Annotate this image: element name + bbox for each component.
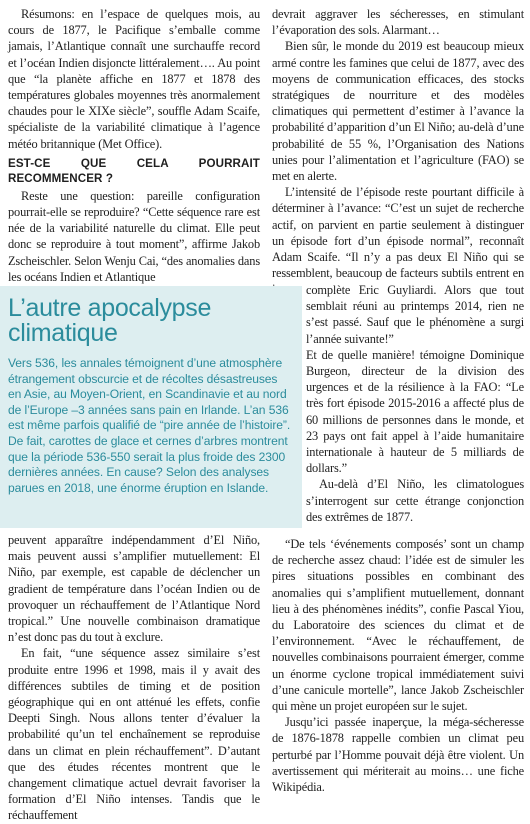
right-column-middle <box>306 282 524 525</box>
right-column-top <box>272 6 524 298</box>
article-paragraph: Et de quelle manière! témoigne Dominique Burgeon, directeur de la division des urgences et de la résilience à la FAO: “Le très fort épisode 2015-2016 a affecté plus de 60 millions de personnes dans le monde, et 23 pays ont fait appel à l’aide humanitaire internationale à hauteur de 5 milliards de dollars.” <box>306 347 524 476</box>
article-paragraph: complète Eric Guyliardi. Alors que tout semblait réuni au printemps 2014, rien ne s’est passé. Sauf que le phénomène a surgi l’année suivante!” <box>306 283 524 346</box>
article-paragraph: Jusqu’ici passée inaperçue, la méga-sécheresse de 1876-1878 rappelle combien un climat peu perturbé par l’Homme pouvait déjà être violent. Un avertissement qui mériterait au moins… une fiche Wikipédia. <box>272 715 524 795</box>
article-paragraph: peuvent apparaître indépendamment d’El Niño, mais peuvent aussi s’amplifier mutuellement: El Niño, par exemple, est capable de déclencher un gradient de température dans l’océan Indien ou de provoquer un réchauffement de l’Atlantique Nord tropical.” Une nouvelle combinaison dramatique n’est donc pas du tout à exclure. <box>8 533 260 645</box>
sidebar-text: Vers 536, les annales témoignent d’une atmosphère étrangement obscurcie et de récoltes désastreuses en Asie, au Moyen-Orient, en Scandinavie et au nord de l’Europe –3 années sans pain en Irlande. L’an 536 est même parfois qualifié de “pire année de l’histoire”. De fait, carottes de glace et cernes d’arbres montrent que la période 536-550 serait la plus froide des 2300 dernières années. En cause? Selon des analyses parues en 2018, une énorme éruption en Islande. <box>8 356 291 495</box>
article-paragraph: Résumons: en l’espace de quelques mois, au cours de 1877, le Pacifique s’emballe comme jamais, l’Atlantique connaît une surchauffe record et l’océan Indien disjoncte littéralement…. Au point que “la planète affiche en 1877 et 1878 des températures globales moyennes très anormalement chaudes pour le XIXe siècle”, souffle Adam Scaife, spécialiste de la variabilité climatique à l’agence météo britannique (Met Office). <box>8 7 260 151</box>
article-paragraph: Au-delà d’El Niño, les climatologues s’interrogent sur cette étrange conjonction des extrêmes de 1877. <box>306 477 524 524</box>
article-paragraph: “De tels ‘événements composés’ sont un champ de recherche assez chaud: l’idée est de simuler les pires situations possibles en combinant des anomalies qui s’amplifient mutuellement, donnant lieu à des phénomènes inédits”, confie Pascal Yiou, du Laboratoire des sciences du climat et de l’environnement. “Avec le réchauffement, de nouvelles combinaisons pourraient émerger, comme un énorme cyclone tropical immédiatement suivi d’une canicule mortelle”, lance Jakob Zscheischler qui mène un projet européen sur le sujet. <box>272 537 524 714</box>
article-paragraph: L’intensité de l’épisode reste pourtant difficile à déterminer à l’avance: “C’est un sujet de recherche actif, on parvient en partie seulement à distinguer un épisode fort d’un épisode normal”, reconnaît Adam Scaife. “Il n’y a pas deux El Niño qui se ressemblent, beaucoup de facteurs subtils entrent en <box>272 185 524 281</box>
article-paragraph: Reste une question: pareille configuration pourrait-elle se reproduire? “Cette séquence rare est née de la variabilité naturelle du climat. Elle peut donc se reproduire à tout moment”, affirme Jakob Zscheischler. Selon Wenju Cai, “des anomalies dans les océans Indien et Atlantique <box>8 188 260 284</box>
left-column-top <box>8 6 260 285</box>
article-paragraph: En fait, “une séquence assez similaire s’est produite entre 1996 et 1998, mais il y avait des différences subtiles de timing et de position géographique qui en ont atténué les effets, confie Deepti Singh. Nous allons tenter d’évaluer la probabilité qu’un tel enchaînement se reproduise dans un climat en plein réchauffement”. D’autant que des études récentes montrent que le changement climatique actuel devrait favoriser la formation d’El Niño intenses. Tandis que le réchauffement <box>8 646 260 823</box>
article-paragraph: devrait aggraver les sécheresses, en stimulant l’évaporation des sols. Alarmant… <box>272 7 524 38</box>
article-paragraph: Bien sûr, le monde du 2019 est beaucoup mieux armé contre les famines que celui de 1877, avec des moyens de communication efficaces, des stocks stratégiques de nourriture et des modèles climatiques qui permettent d’estimer à l’avance la probabilité d’apparition d’un El Niño; au-delà d’une probabilité de 55 %, l’Organisation des Nations unies pour l’alimentation et l’agriculture (FAO) se met en alerte. <box>272 39 524 184</box>
right-column-bottom <box>272 536 524 795</box>
section-subheading: EST-CE QUE CELA POURRAIT RECOMMENCER ? <box>8 156 260 185</box>
left-column-bottom <box>8 532 260 824</box>
sidebar-box <box>0 286 302 528</box>
sidebar-title: L’autre apocalypse climatique <box>8 294 212 347</box>
